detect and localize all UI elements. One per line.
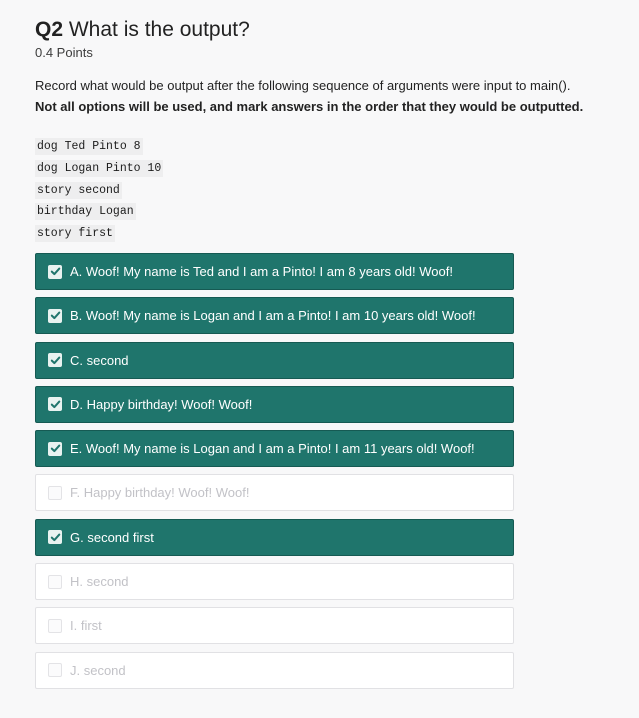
instructions [35, 75, 630, 117]
answer-option-d[interactable] [35, 386, 514, 423]
instructions-bold-note: Not all options will be used, and mark answers in the order that they would be outputted. [35, 99, 584, 114]
checkbox-unchecked[interactable] [48, 619, 62, 633]
answer-option-a[interactable] [35, 253, 514, 290]
checkbox-checked[interactable] [48, 442, 62, 456]
checkmark-icon [50, 443, 61, 454]
code-line: dog Ted Pinto 8 [37, 140, 141, 153]
answer-option-label: J. second [70, 662, 126, 678]
answer-option-e[interactable] [35, 430, 514, 467]
answer-option-j[interactable] [35, 652, 514, 689]
answer-option-i[interactable] [35, 607, 514, 644]
question-number: Q2 [35, 18, 64, 41]
checkmark-icon [50, 310, 61, 321]
answer-option-label: E. Woof! My name is Logan and I am a Pinto! I am 11 years old! Woof! [70, 441, 475, 457]
answer-option-g[interactable] [35, 519, 514, 556]
code-line: story first [37, 227, 113, 241]
answer-option-c[interactable] [35, 342, 514, 379]
answer-option-label: G. second first [70, 529, 154, 545]
answer-option-label: F. Happy birthday! Woof! Woof! [70, 485, 250, 501]
checkmark-icon [50, 399, 61, 410]
checkmark-icon [50, 266, 61, 277]
checkmark-icon [50, 532, 61, 543]
code-line: birthday Logan [37, 205, 134, 219]
answer-option-f[interactable] [35, 474, 514, 511]
answer-option-b[interactable] [35, 297, 514, 334]
question-header [35, 17, 250, 61]
checkbox-checked[interactable] [48, 397, 62, 411]
answer-option-label: A. Woof! My name is Ted and I am a Pinto! I am 8 years old! Woof! [70, 264, 453, 279]
checkbox-unchecked[interactable] [48, 663, 62, 677]
answer-option-label: I. first [70, 618, 102, 634]
answer-option-label: H. second [70, 574, 129, 590]
checkbox-checked[interactable] [48, 265, 62, 279]
checkbox-unchecked[interactable] [48, 575, 62, 589]
answer-option-label: D. Happy birthday! Woof! Woof! [70, 396, 253, 412]
question-text: What is the output? [68, 18, 250, 41]
checkmark-icon [50, 355, 61, 366]
answer-option-label: C. second [70, 352, 129, 368]
answer-option-h[interactable] [35, 563, 514, 600]
checkbox-checked[interactable] [48, 530, 62, 544]
answer-options [35, 253, 514, 696]
checkbox-unchecked[interactable] [48, 486, 62, 500]
code-line: story second [37, 183, 120, 197]
checkbox-checked[interactable] [48, 309, 62, 323]
answer-option-label: B. Woof! My name is Logan and I am a Pinto! I am 10 years old! Woof! [70, 308, 476, 324]
checkbox-checked[interactable] [48, 353, 62, 367]
code-line: dog Logan Pinto 10 [37, 161, 162, 175]
instructions-text: Record what would be output after the following sequence of arguments were input to main(). [35, 78, 571, 93]
code-block [35, 138, 163, 247]
question-title [35, 17, 250, 43]
question-points: 0.4 Points [35, 45, 93, 60]
